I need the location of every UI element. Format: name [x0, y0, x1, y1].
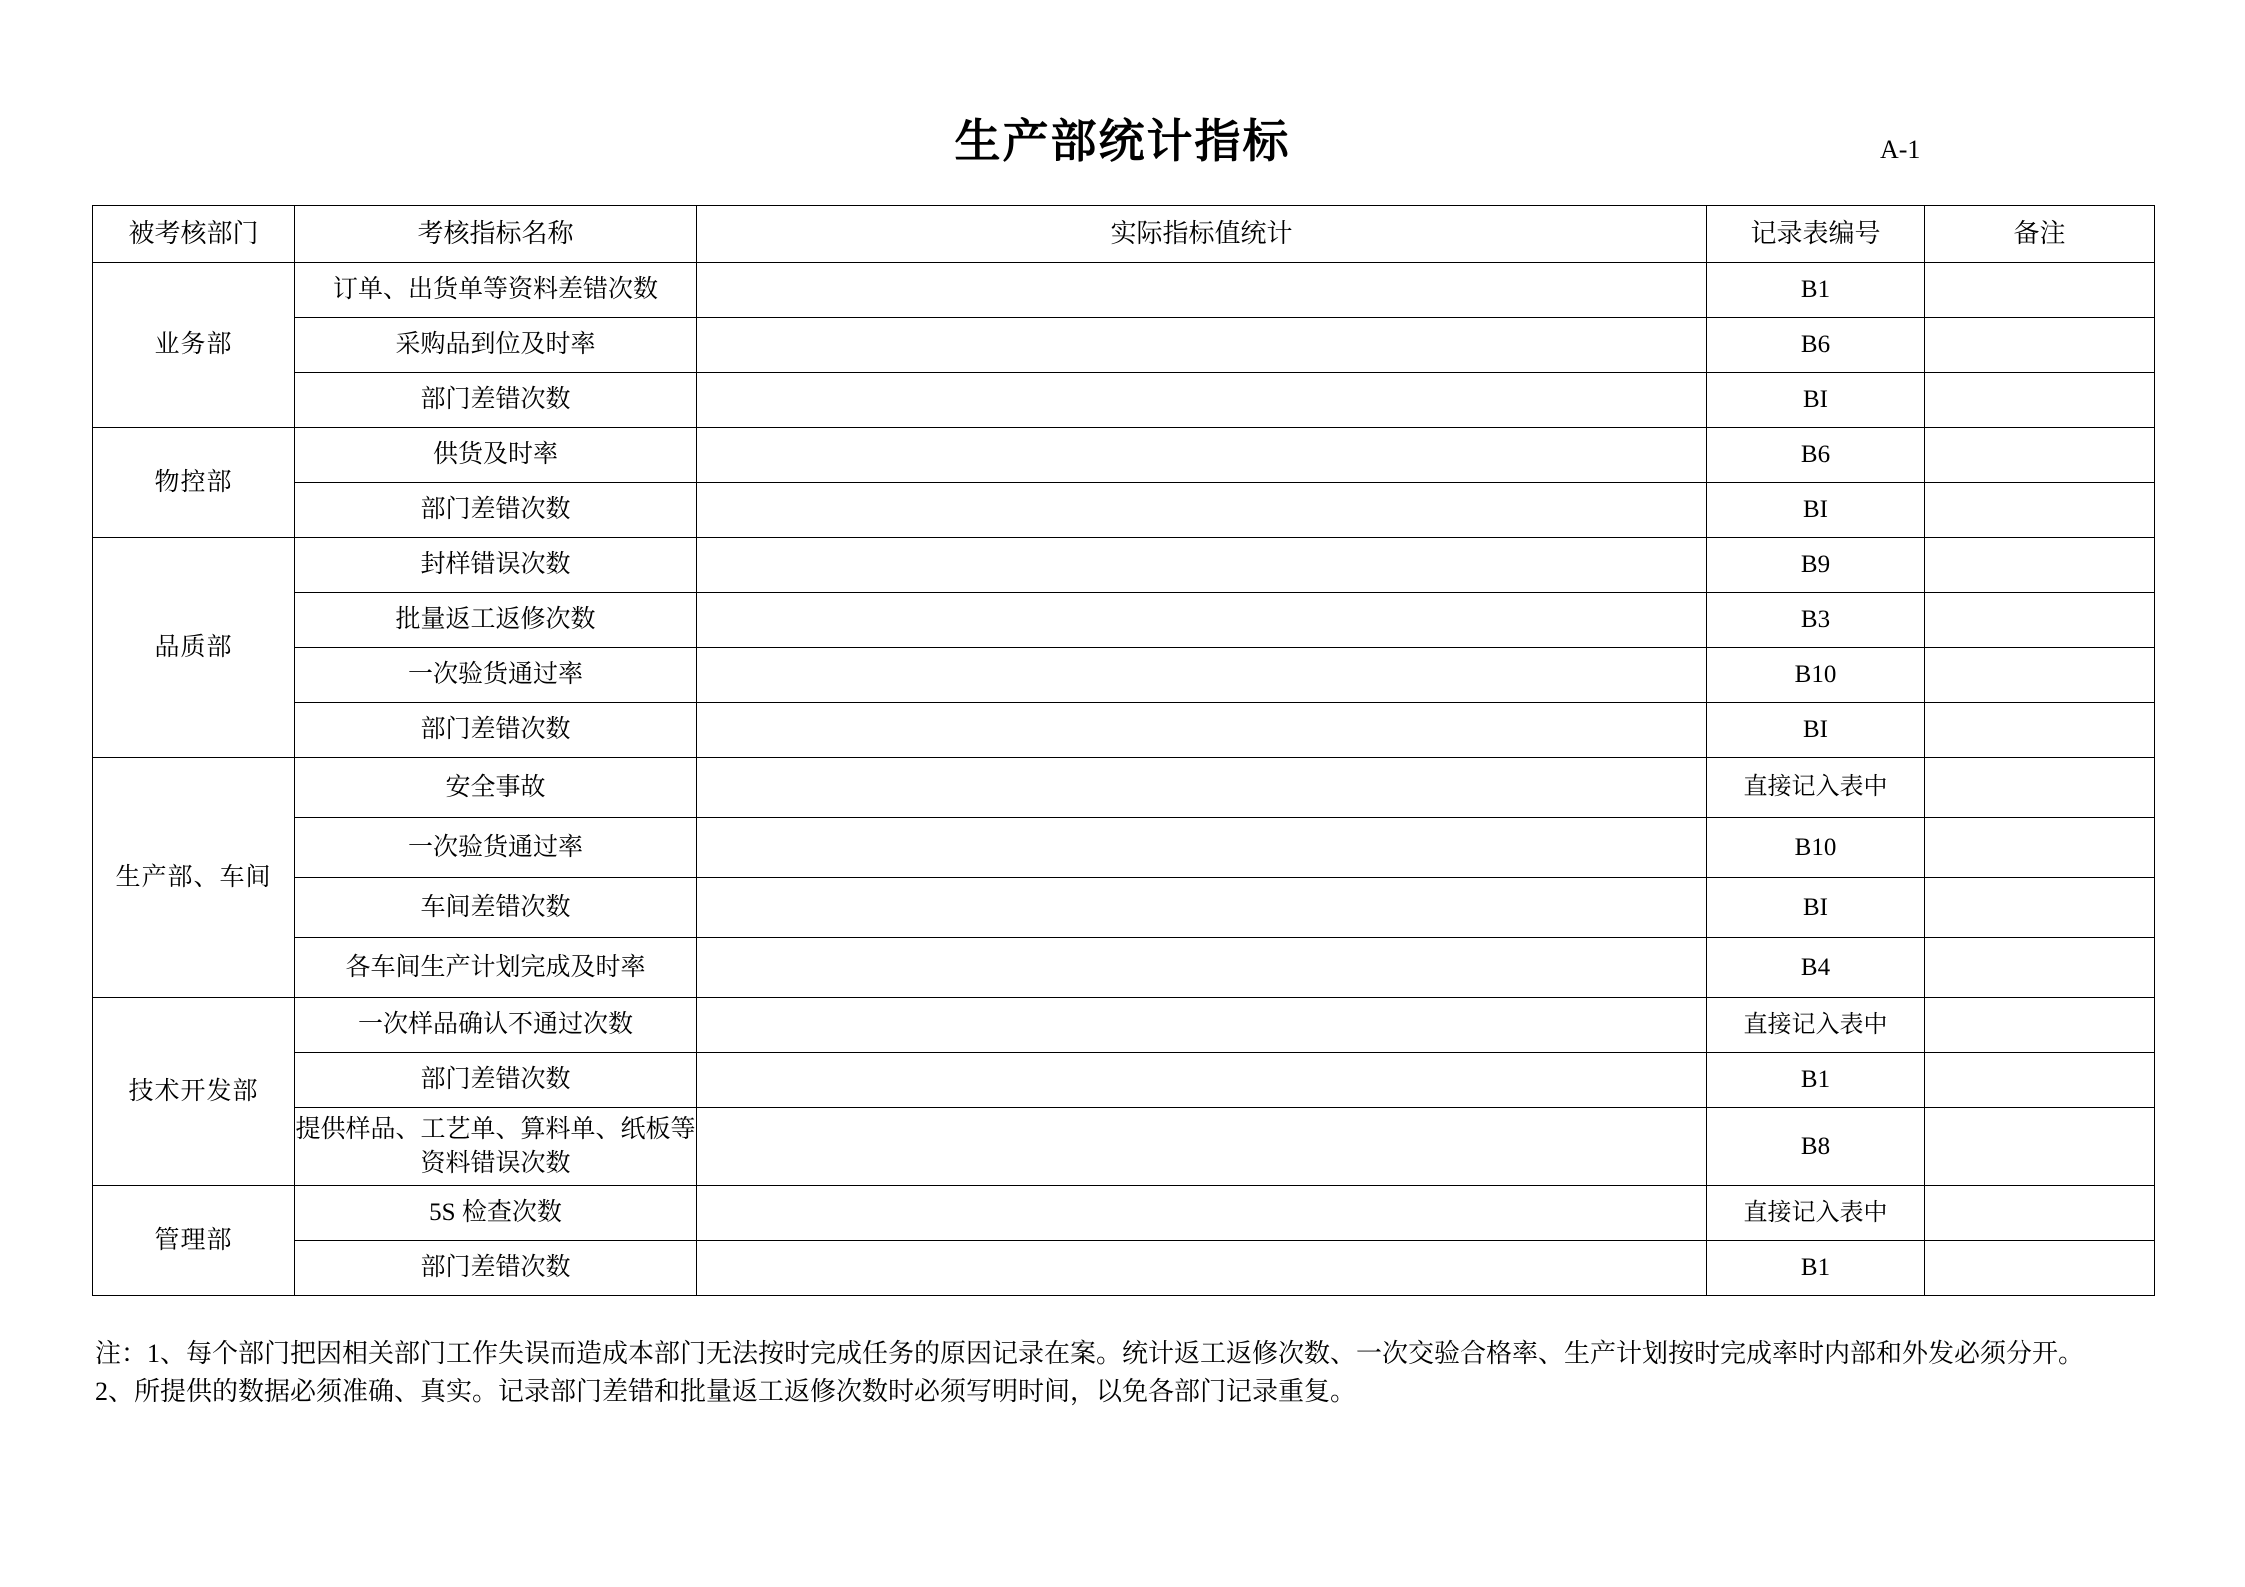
- remark-cell[interactable]: [1925, 818, 2155, 878]
- column-header-remark: 备注: [1925, 206, 2155, 263]
- column-header-actual-value: 实际指标值统计: [697, 206, 1707, 263]
- remark-cell[interactable]: [1925, 1241, 2155, 1296]
- table-row: [93, 1186, 2155, 1241]
- value-cell[interactable]: [697, 593, 1707, 648]
- department-cell-guanli: 管理部: [93, 1186, 295, 1296]
- remark-cell[interactable]: [1925, 1108, 2155, 1186]
- remark-cell[interactable]: [1925, 878, 2155, 938]
- value-cell[interactable]: [697, 1108, 1707, 1186]
- value-cell[interactable]: [697, 1241, 1707, 1296]
- record-cell: B9: [1707, 538, 1925, 593]
- remark-cell[interactable]: [1925, 703, 2155, 758]
- table-row: [93, 318, 2155, 373]
- value-cell[interactable]: [697, 538, 1707, 593]
- value-cell[interactable]: [697, 373, 1707, 428]
- table-header-row: [93, 206, 2155, 263]
- remark-cell[interactable]: [1925, 1186, 2155, 1241]
- footnote-line-2: 2、所提供的数据必须准确、真实。记录部门差错和批量返工返修次数时必须写明时间，以免各部门记录重复。: [95, 1376, 1357, 1406]
- department-cell-yewu: 业务部: [93, 263, 295, 428]
- indicator-cell: 批量返工返修次数: [295, 593, 697, 648]
- indicator-cell: 各车间生产计划完成及时率: [295, 938, 697, 998]
- record-cell: B1: [1707, 1241, 1925, 1296]
- table-row: [93, 538, 2155, 593]
- remark-cell[interactable]: [1925, 263, 2155, 318]
- value-cell[interactable]: [697, 1186, 1707, 1241]
- record-cell: 直接记入表中: [1707, 998, 1925, 1053]
- table-body: [93, 263, 2155, 1296]
- table-row: [93, 818, 2155, 878]
- table-row: [93, 648, 2155, 703]
- remark-cell[interactable]: [1925, 998, 2155, 1053]
- footnotes: [95, 1335, 2155, 1410]
- remark-cell[interactable]: [1925, 648, 2155, 703]
- column-header-indicator: 考核指标名称: [295, 206, 697, 263]
- value-cell[interactable]: [697, 998, 1707, 1053]
- indicator-cell: 5S 检查次数: [295, 1186, 697, 1241]
- table-row: [93, 483, 2155, 538]
- table-row: [93, 373, 2155, 428]
- department-cell-shengchan: 生产部、车间: [93, 758, 295, 998]
- record-cell: B10: [1707, 818, 1925, 878]
- table-row: [93, 1241, 2155, 1296]
- table-row: [93, 1053, 2155, 1108]
- value-cell[interactable]: [697, 818, 1707, 878]
- page-title: 生产部统计指标: [954, 115, 1291, 167]
- remark-cell[interactable]: [1925, 373, 2155, 428]
- table-header: [93, 206, 2155, 263]
- indicator-cell: 部门差错次数: [295, 1053, 697, 1108]
- record-cell: B8: [1707, 1108, 1925, 1186]
- indicator-cell: 车间差错次数: [295, 878, 697, 938]
- table-row: [93, 703, 2155, 758]
- record-cell: B6: [1707, 428, 1925, 483]
- value-cell[interactable]: [697, 318, 1707, 373]
- indicator-cell: 一次样品确认不通过次数: [295, 998, 697, 1053]
- table-row: [93, 998, 2155, 1053]
- table-row: [93, 878, 2155, 938]
- department-cell-wukong: 物控部: [93, 428, 295, 538]
- value-cell[interactable]: [697, 878, 1707, 938]
- column-header-department: 被考核部门: [93, 206, 295, 263]
- record-cell: BI: [1707, 878, 1925, 938]
- indicator-cell: 部门差错次数: [295, 483, 697, 538]
- table-row: [93, 758, 2155, 818]
- record-cell: 直接记入表中: [1707, 1186, 1925, 1241]
- record-cell: B1: [1707, 1053, 1925, 1108]
- table-row: [93, 1108, 2155, 1186]
- remark-cell[interactable]: [1925, 1053, 2155, 1108]
- indicator-cell: 部门差错次数: [295, 703, 697, 758]
- value-cell[interactable]: [697, 938, 1707, 998]
- table-row: [93, 593, 2155, 648]
- remark-cell[interactable]: [1925, 758, 2155, 818]
- table-row: [93, 938, 2155, 998]
- value-cell[interactable]: [697, 648, 1707, 703]
- remark-cell[interactable]: [1925, 938, 2155, 998]
- statistics-table: [92, 205, 2155, 1296]
- indicator-cell: 订单、出货单等资料差错次数: [295, 263, 697, 318]
- value-cell[interactable]: [697, 263, 1707, 318]
- footnote-line-1: 注：1、每个部门把因相关部门工作失误而造成本部门无法按时完成任务的原因记录在案。统计返工返修次数、一次交验合格率、生产计划按时完成率时内部和外发必须分开。: [95, 1339, 2085, 1368]
- remark-cell[interactable]: [1925, 428, 2155, 483]
- record-cell: BI: [1707, 703, 1925, 758]
- value-cell[interactable]: [697, 758, 1707, 818]
- record-cell: BI: [1707, 483, 1925, 538]
- document-number: A-1: [1880, 135, 1921, 164]
- table-row: [93, 263, 2155, 318]
- record-cell: BI: [1707, 373, 1925, 428]
- department-cell-jishu: 技术开发部: [93, 998, 295, 1186]
- indicator-cell: 采购品到位及时率: [295, 318, 697, 373]
- remark-cell[interactable]: [1925, 318, 2155, 373]
- record-cell: B4: [1707, 938, 1925, 998]
- indicator-cell: 封样错误次数: [295, 538, 697, 593]
- indicator-cell: 一次验货通过率: [295, 648, 697, 703]
- remark-cell[interactable]: [1925, 538, 2155, 593]
- indicator-cell: 部门差错次数: [295, 373, 697, 428]
- record-cell: B1: [1707, 263, 1925, 318]
- indicator-cell: 一次验货通过率: [295, 818, 697, 878]
- remark-cell[interactable]: [1925, 483, 2155, 538]
- indicator-cell: 部门差错次数: [295, 1241, 697, 1296]
- indicator-cell: 供货及时率: [295, 428, 697, 483]
- table-row: [93, 428, 2155, 483]
- remark-cell[interactable]: [1925, 593, 2155, 648]
- indicator-cell: 提供样品、工艺单、算料单、纸板等资料错误次数: [295, 1108, 697, 1186]
- indicator-cell: 安全事故: [295, 758, 697, 818]
- record-cell: B10: [1707, 648, 1925, 703]
- record-cell: 直接记入表中: [1707, 758, 1925, 818]
- value-cell[interactable]: [697, 428, 1707, 483]
- value-cell[interactable]: [697, 1053, 1707, 1108]
- column-header-record-number: 记录表编号: [1707, 206, 1925, 263]
- department-cell-pinzhi: 品质部: [93, 538, 295, 758]
- value-cell[interactable]: [697, 483, 1707, 538]
- value-cell[interactable]: [697, 703, 1707, 758]
- record-cell: B6: [1707, 318, 1925, 373]
- record-cell: B3: [1707, 593, 1925, 648]
